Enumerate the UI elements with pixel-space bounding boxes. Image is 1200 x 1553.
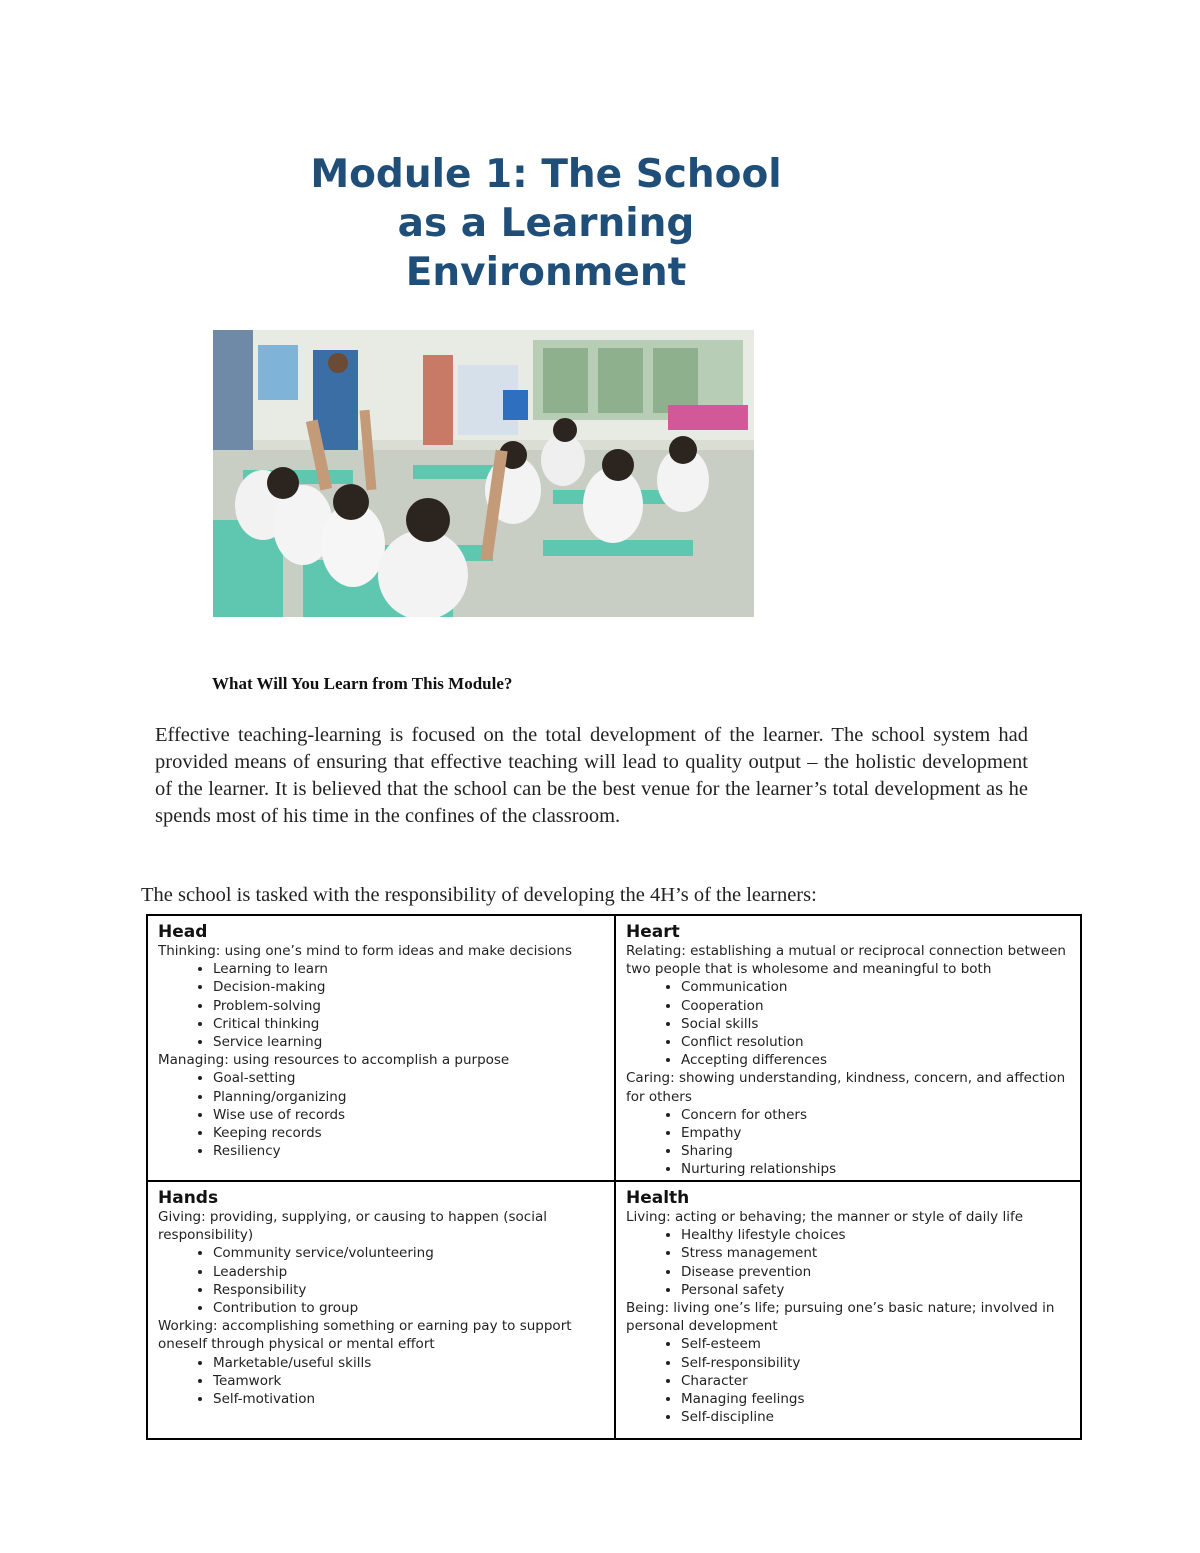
heart-group-1: Relating: establishing a mutual or reciprocal connection between two people that is wholesome and meaningful to both xyxy=(626,943,1066,978)
list-item: • Leadership xyxy=(213,1263,606,1281)
health-cell xyxy=(616,1182,1082,1438)
list-item: • Responsibility xyxy=(213,1281,606,1299)
classroom-photo xyxy=(213,330,754,617)
list-item: • Decision-making xyxy=(213,978,606,996)
head-group-2: Managing: using resources to accomplish a purpose xyxy=(158,1052,510,1069)
list-item: • Self-discipline xyxy=(681,1408,1074,1426)
hands-cell xyxy=(148,1182,616,1438)
four-h-table xyxy=(146,914,1082,1440)
hands-title: Hands xyxy=(158,1188,219,1208)
intro-paragraph: Effective teaching-learning is focused on the total development of the learner. The school system had provided means of ensuring that effective teaching will lead to quality output – the holistic development of the learner. It is believed that the school can be the best venue for the learner’s total development as he spends most of his time in the confines of the classroom. xyxy=(155,724,1028,827)
list-item: • Social skills xyxy=(681,1015,1074,1033)
list-item: • Personal safety xyxy=(681,1281,1074,1299)
list-item: • Marketable/useful skills xyxy=(213,1354,606,1372)
health-list-1 xyxy=(626,1226,1074,1299)
list-item: • Communication xyxy=(681,978,1074,996)
hands-list-1 xyxy=(158,1244,606,1317)
title-line-2: as a Learning xyxy=(397,201,695,246)
list-item: • Teamwork xyxy=(213,1372,606,1390)
list-item: • Sharing xyxy=(681,1142,1074,1160)
list-item: • Learning to learn xyxy=(213,960,606,978)
list-item: • Contribution to group xyxy=(213,1299,606,1317)
head-group-1: Thinking: using one’s mind to form ideas and make decisions xyxy=(158,943,573,959)
list-item: • Service learning xyxy=(213,1033,606,1051)
section-heading: What Will You Learn from This Module? xyxy=(212,674,513,693)
heart-cell xyxy=(616,916,1082,1182)
head-cell xyxy=(148,916,616,1182)
head-title: Head xyxy=(158,922,208,942)
list-item: • Self-responsibility xyxy=(681,1354,1074,1372)
head-list-1 xyxy=(158,960,606,1051)
list-item: • Stress management xyxy=(681,1244,1074,1262)
lead-sentence: The school is tasked with the responsibility of developing the 4H’s of the learners: xyxy=(141,884,817,906)
list-item: • Critical thinking xyxy=(213,1015,606,1033)
list-item: • Resiliency xyxy=(213,1142,606,1160)
list-item: • Concern for others xyxy=(681,1106,1074,1124)
list-item: • Goal-setting xyxy=(213,1069,606,1087)
health-title: Health xyxy=(626,1188,690,1208)
list-item: • Conflict resolution xyxy=(681,1033,1074,1051)
list-item: • Nurturing relationships xyxy=(681,1160,1074,1178)
list-item: • Problem-solving xyxy=(213,997,606,1015)
hands-group-1: Giving: providing, supplying, or causing to happen (social responsibility) xyxy=(158,1209,547,1244)
list-item: • Managing feelings xyxy=(681,1390,1074,1408)
module-title xyxy=(246,150,846,297)
health-group-2: Being: living one’s life; pursuing one’s basic nature; involved in personal development xyxy=(626,1300,1055,1335)
list-item: • Character xyxy=(681,1372,1074,1390)
heart-list-2 xyxy=(626,1106,1074,1179)
list-item: • Community service/volunteering xyxy=(213,1244,606,1262)
list-item: • Empathy xyxy=(681,1124,1074,1142)
list-item: • Self-motivation xyxy=(213,1390,606,1408)
list-item: • Healthy lifestyle choices xyxy=(681,1226,1074,1244)
health-list-2 xyxy=(626,1335,1074,1426)
heart-group-2: Caring: showing understanding, kindness, concern, and affection for others xyxy=(626,1070,1066,1105)
title-line-3: Environment xyxy=(405,250,687,295)
hands-list-2 xyxy=(158,1354,606,1409)
title-line-1: Module 1: The School xyxy=(310,152,782,197)
list-item: • Self-esteem xyxy=(681,1335,1074,1353)
heart-title: Heart xyxy=(626,922,680,942)
list-item: • Keeping records xyxy=(213,1124,606,1142)
health-group-1: Living: acting or behaving; the manner or style of daily life xyxy=(626,1209,1024,1225)
hands-group-2: Working: accomplishing something or earning pay to support oneself through physical or mental effort xyxy=(158,1318,572,1353)
list-item: • Cooperation xyxy=(681,997,1074,1015)
list-item: • Wise use of records xyxy=(213,1106,606,1124)
list-item: • Disease prevention xyxy=(681,1263,1074,1281)
list-item: • Planning/organizing xyxy=(213,1088,606,1106)
head-list-2 xyxy=(158,1069,606,1160)
heart-list-1 xyxy=(626,978,1074,1069)
list-item: • Accepting differences xyxy=(681,1051,1074,1069)
